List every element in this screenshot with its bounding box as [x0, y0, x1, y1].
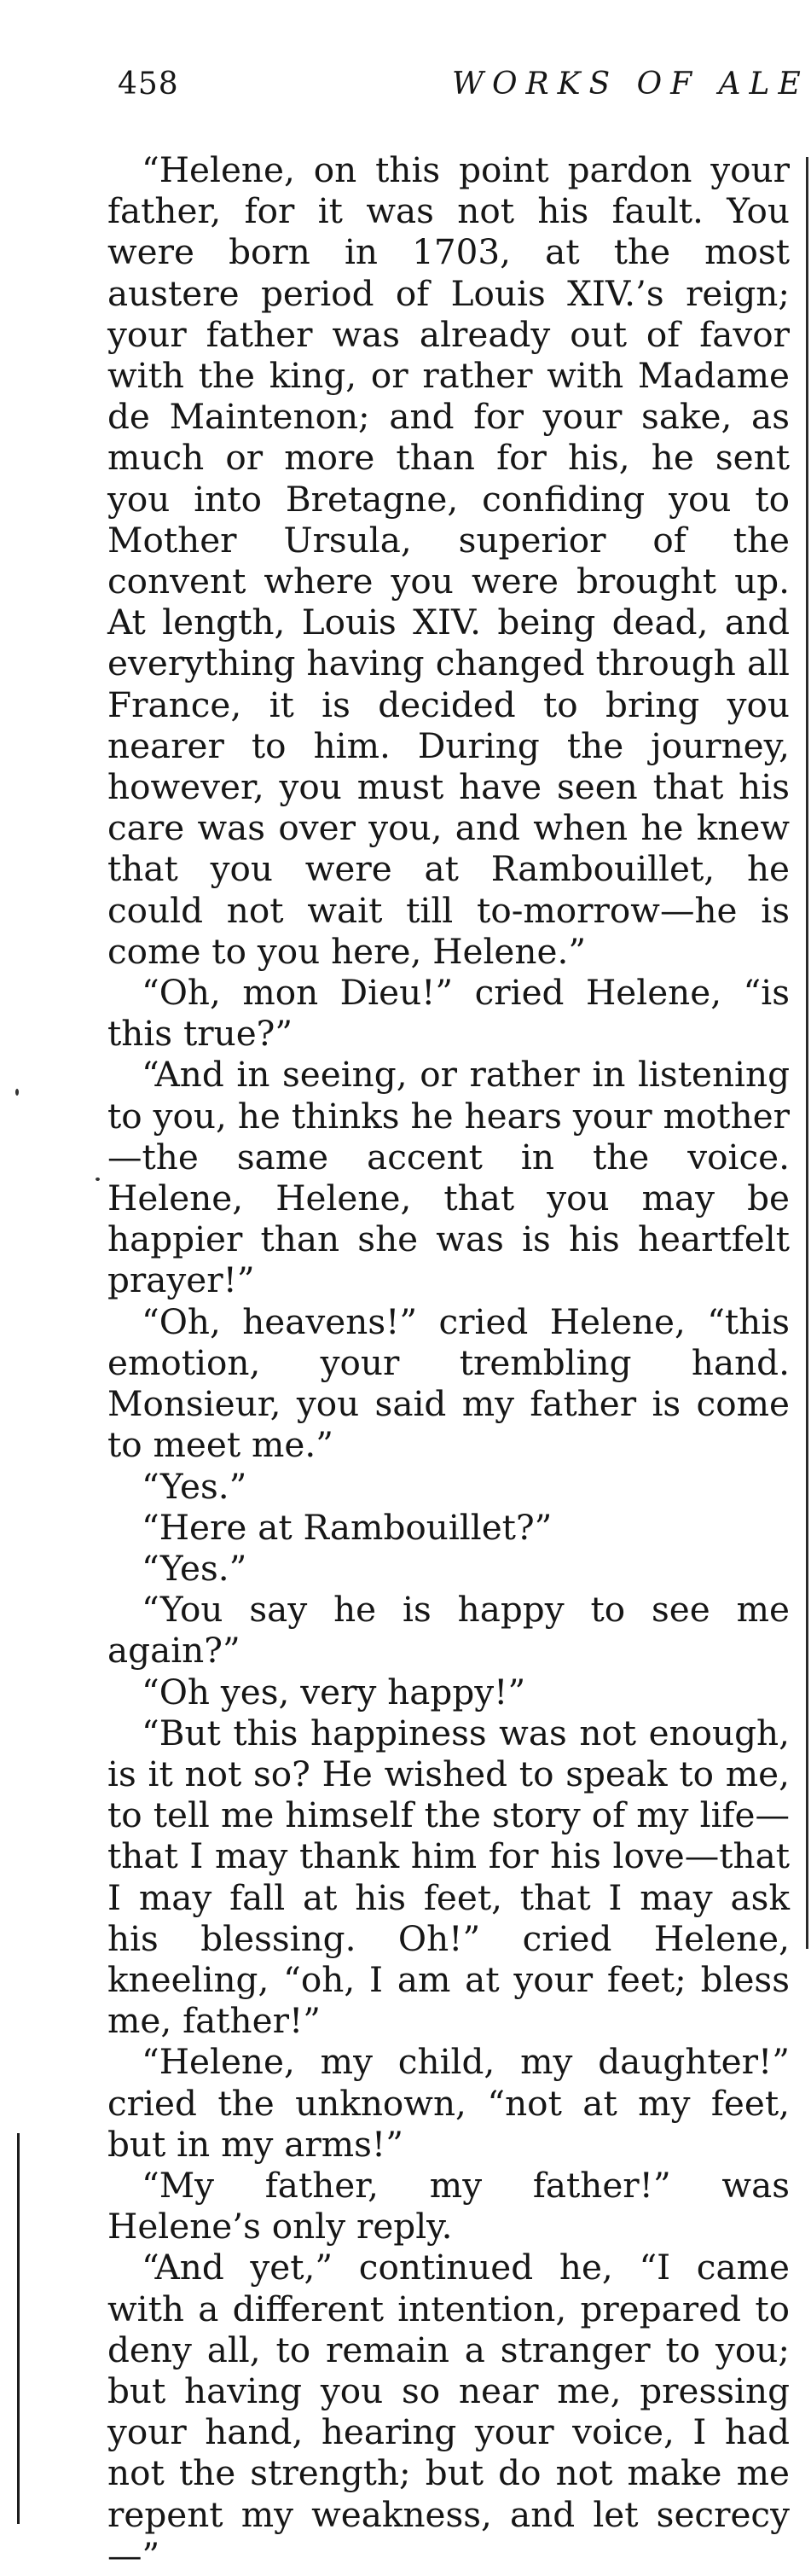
paragraph: “Oh, heavens!” cried Helene, “this emotion, your trembling hand. Monsieur, you said my father is come to meet me.”	[107, 1300, 790, 1466]
paragraph: “Oh, mon Dieu!” cried Helene, “is this true?”	[107, 972, 790, 1055]
paragraph: “Here at Rambouillet?”	[142, 1506, 553, 1548]
paragraph: “Yes.”	[142, 1547, 247, 1589]
margin-speck	[96, 1178, 100, 1181]
paragraph: “My father, my father!” was Helene’s only reply.	[107, 2164, 790, 2247]
paragraph: “And in seeing, or rather in listening to you, he thinks he hears your mother—the same accent in the voice. Helene, Helene, that you may be happier than she was is his heartfelt prayer!”	[107, 1054, 790, 1301]
page-number: 458	[118, 67, 179, 102]
paragraph: “Helene, on this point pardon your father, for it was not his fault. You were born in 1703, at the most austere period of Louis XIV.’s reign; your father was already out of favor with the king, or rather with Madame de Maintenon; and for your sake, as much or more than for his, he sent you into Bretagne, confiding you to Mother Ursula, superior of the convent where you were brought up. At length, Louis XIV. being dead, and everything having changed through all France, it is decided to bring you nearer to him. During the journey, however, you must have seen that his care was over you, and when he knew that you were at Rambouillet, he could not wait till to-morrow—he is come to you here, Helene.”	[107, 149, 790, 972]
paragraph: “Yes.”	[142, 1465, 247, 1507]
paragraph: “And yet,” continued he, “I came with a different intention, prepared to deny all, to remain a stranger to you; but having you so near me, pressing your hand, hearing your voice, I had not the strength; but do not make me repent my weakness, and let secrecy—”	[107, 2247, 790, 2576]
gutter-rule-left	[17, 2133, 20, 2524]
paragraph: “But this happiness was not enough, is it not so? He wished to speak to me, to tell me himself the story of my life—that I may thank him for his love—that I may fall at his feet, that I may ask his blessing. Oh!” cried Helene, kneeling, “oh, I am at your feet; bless me, father!”	[107, 1712, 790, 2042]
running-head: WORKS OF ALE	[452, 67, 809, 102]
page-header	[118, 67, 811, 118]
paragraph: “Oh yes, very happy!”	[142, 1671, 526, 1712]
body-text	[107, 149, 790, 2576]
gutter-rule-right	[806, 157, 808, 1949]
paragraph: “Helene, my child, my daughter!” cried the unknown, “not at my feet, but in my arms!”	[107, 2041, 790, 2165]
margin-speck	[15, 1089, 19, 1096]
paragraph: “You say he is happy to see me again?”	[107, 1589, 790, 1672]
